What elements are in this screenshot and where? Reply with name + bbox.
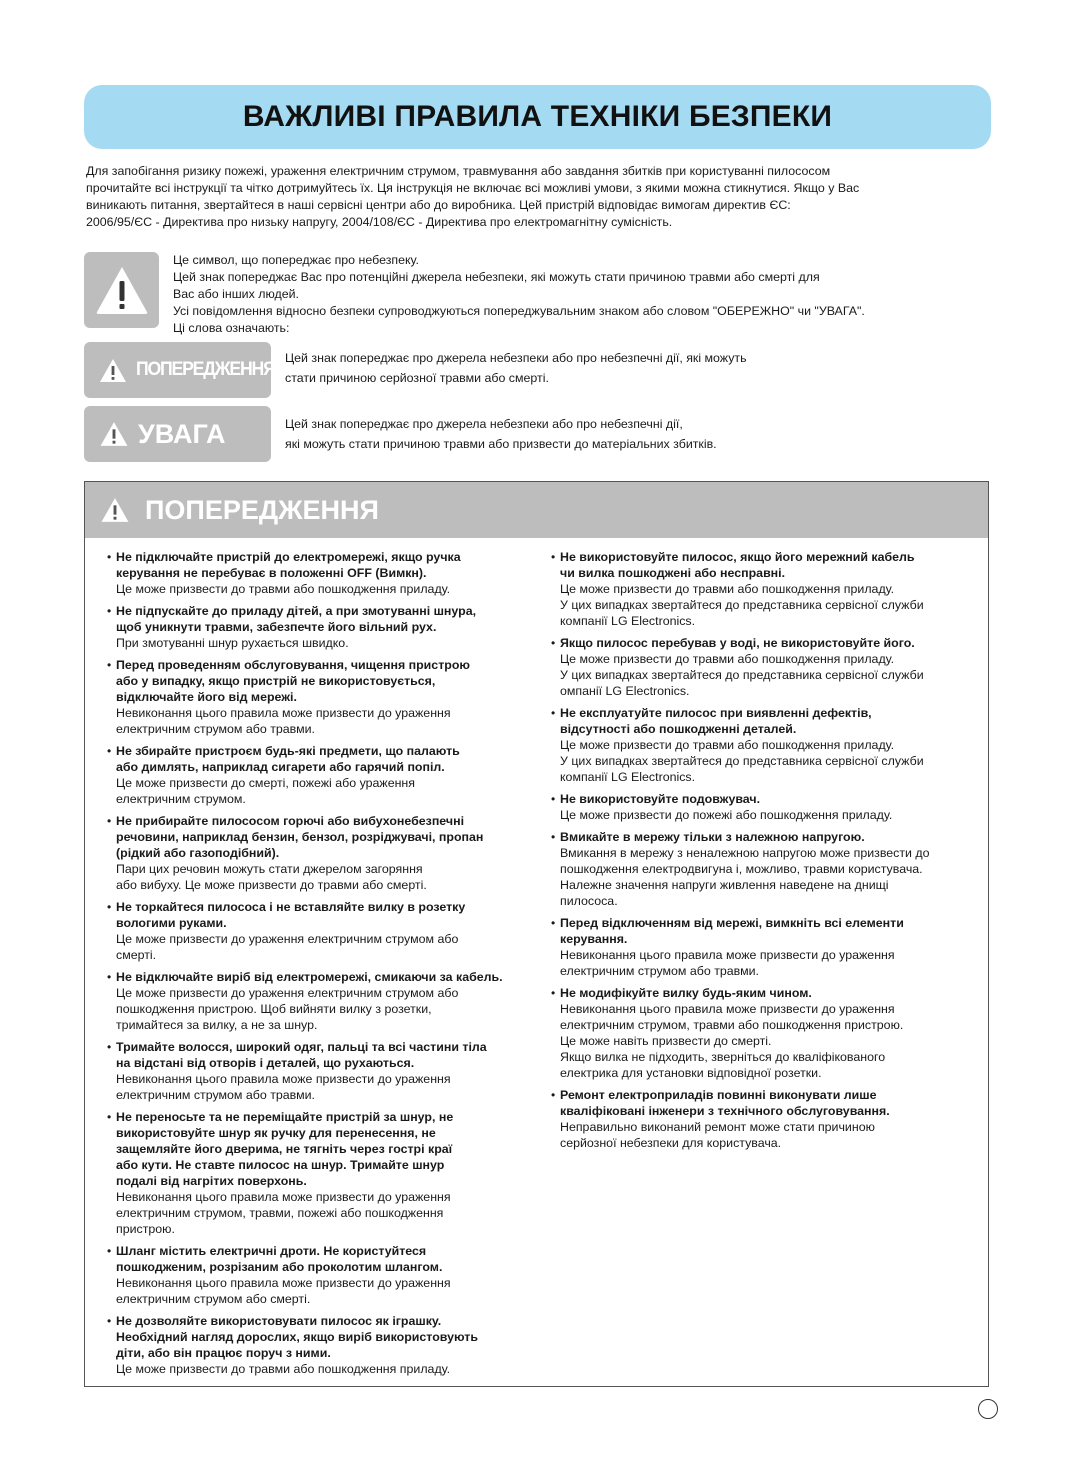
title-banner bbox=[84, 85, 991, 149]
badge-text-line: Цей знак попереджає про джерела небезпеки або про небезпечні дії, bbox=[285, 417, 683, 431]
symbol-line: Це символ, що попереджає про небезпеку. bbox=[173, 253, 419, 267]
body-line: електричним струмом або травми. bbox=[116, 1088, 315, 1102]
bullet-icon: • bbox=[107, 970, 112, 984]
warning-item bbox=[107, 899, 547, 963]
body-line: пошкодження пристрою. Щоб вийняти вилку з розетки, bbox=[116, 1002, 432, 1016]
heading-line: Перед відключенням від мережі, вимкніть всі елементи bbox=[560, 916, 904, 930]
bullet-icon: • bbox=[107, 658, 112, 672]
warning-item-body bbox=[116, 1361, 547, 1377]
body-line: У цих випадках звертайтеся до представника сервісної служби bbox=[560, 598, 924, 612]
warning-item-body bbox=[116, 931, 547, 963]
body-line: пилососа. bbox=[560, 894, 618, 908]
heading-line: Шланг містить електричні дроти. Не користуйтеся bbox=[116, 1244, 427, 1258]
heading-line: щоб уникнути травми, забезпечте його вільний рух. bbox=[116, 620, 437, 634]
badge-text-line: які можуть стати причиною травми або призвести до матеріальних збитків. bbox=[285, 437, 717, 451]
warning-column-left bbox=[107, 549, 547, 1383]
body-line: Це може призвести до ураження електричним струмом або bbox=[116, 932, 459, 946]
warning-item bbox=[551, 1087, 981, 1151]
page-number-circle bbox=[978, 1399, 998, 1419]
warning-item-body bbox=[116, 861, 547, 893]
warning-item bbox=[107, 743, 547, 807]
body-line: тримайтеся за вилку, а не за шнур. bbox=[116, 1018, 318, 1032]
warning-triangle-icon bbox=[99, 496, 131, 524]
body-line: При змотуванні шнур рухається швидко. bbox=[116, 636, 349, 650]
warning-item-heading bbox=[560, 635, 981, 651]
body-line: компанії LG Electronics. bbox=[560, 770, 696, 784]
warning-item-body bbox=[560, 947, 981, 979]
body-line: Це може призвести до травми або пошкодження приладу. bbox=[560, 582, 895, 596]
warning-item-body bbox=[116, 985, 547, 1033]
page-title: ВАЖЛИВІ ПРАВИЛА ТЕХНІКИ БЕЗПЕКИ bbox=[242, 100, 833, 133]
bullet-icon: • bbox=[107, 1244, 112, 1258]
bullet-icon: • bbox=[107, 744, 112, 758]
body-line: Якщо вилка не підходить, зверніться до кваліфікованого bbox=[560, 1050, 886, 1064]
heading-line: Якщо пилосос перебував у воді, не використовуйте його. bbox=[560, 636, 915, 650]
heading-line: Не торкайтеся пилососа і не вставляйте вилку в розетку bbox=[116, 900, 466, 914]
symbol-line: Цей знак попереджає Вас про потенційні джерела небезпеки, які можуть стати причиною травми або смерті для bbox=[173, 270, 820, 284]
body-line: електрика для установки відповідної розетки. bbox=[560, 1066, 822, 1080]
warning-item bbox=[107, 1109, 547, 1237]
heading-line: Не прибирайте пилососом горючі або вибухонебезпечні bbox=[116, 814, 465, 828]
body-line: Невиконання цього правила може призвести до ураження bbox=[116, 706, 451, 720]
body-line: У цих випадках звертайтеся до представника сервісної служби bbox=[560, 754, 924, 768]
heading-line: вологими руками. bbox=[116, 916, 227, 930]
warning-item-heading bbox=[116, 1109, 547, 1189]
intro-line: Для запобігання ризику пожежі, ураження електричним струмом, травмування або завдання збитків при користуванні пилососом bbox=[86, 164, 831, 178]
warning-item bbox=[551, 549, 981, 629]
heading-line: Не відключайте виріб від електромережі, смикаючи за кабель. bbox=[116, 970, 503, 984]
body-line: Це може навіть призвести до смерті. bbox=[560, 1034, 772, 1048]
heading-line: відсутності або пошкодженні деталей. bbox=[560, 722, 797, 736]
heading-line: Не підключайте пристрій до електромережі, якщо ручка bbox=[116, 550, 461, 564]
hazard-symbol-box bbox=[84, 252, 159, 328]
heading-line: речовини, наприклад бензин, бензол, розріджувачі, пропан bbox=[116, 830, 484, 844]
warning-item-body bbox=[116, 705, 547, 737]
badge-text-line: Цей знак попереджає про джерела небезпеки або про небезпечні дії, які можуть bbox=[285, 351, 747, 365]
warning-item-body bbox=[560, 581, 981, 629]
warning-panel-header bbox=[85, 482, 988, 538]
body-line: Це може призвести до смерті, пожежі або ураження bbox=[116, 776, 415, 790]
bullet-icon: • bbox=[551, 986, 556, 1000]
warning-item bbox=[551, 635, 981, 699]
body-line: компанії LG Electronics. bbox=[560, 614, 696, 628]
warning-item-body bbox=[116, 775, 547, 807]
caution-badge-text bbox=[285, 414, 717, 454]
warning-item-body bbox=[560, 807, 981, 823]
heading-line: пошкодженим, розрізаним або проколотим шлангом. bbox=[116, 1260, 443, 1274]
body-line: пристрою. bbox=[116, 1222, 175, 1236]
warning-item bbox=[551, 915, 981, 979]
body-line: Це може призвести до травми або пошкодження приладу. bbox=[560, 652, 895, 666]
body-line: Це може призвести до ураження електричним струмом або bbox=[116, 986, 459, 1000]
warning-item-heading bbox=[560, 985, 981, 1001]
intro-line: виникають питання, звертайтеся в наші сервісні центри або до виробника. Цей пристрій відповідає вимогам директив ЄС: bbox=[86, 198, 791, 212]
heading-line: чи вилка пошкоджені або несправні. bbox=[560, 566, 786, 580]
body-line: Це може призвести до травми або пошкодження приладу. bbox=[116, 582, 451, 596]
bullet-icon: • bbox=[551, 706, 556, 720]
bullet-icon: • bbox=[551, 916, 556, 930]
heading-line: Не експлуатуйте пилосос при виявленні дефектів, bbox=[560, 706, 872, 720]
warning-panel-title: ПОПЕРЕДЖЕННЯ bbox=[145, 494, 379, 525]
warning-item-heading bbox=[560, 705, 981, 737]
warning-item bbox=[107, 603, 547, 651]
heading-line: (рідкий або газоподібний). bbox=[116, 846, 280, 860]
body-line: Це може призвести до пожежі або пошкодження приладу. bbox=[560, 808, 893, 822]
body-line: серйозної небезпеки для користувача. bbox=[560, 1136, 782, 1150]
caution-badge bbox=[84, 406, 271, 462]
body-line: Вмикання в мережу з неналежною напругою може призвести до bbox=[560, 846, 930, 860]
heading-line: Не дозволяйте використовувати пилосос як іграшку. bbox=[116, 1314, 442, 1328]
warning-item-heading bbox=[116, 1243, 547, 1275]
warning-badge-text bbox=[285, 348, 747, 388]
warning-item-heading bbox=[116, 813, 547, 861]
heading-line: Ремонт електроприладів повинні виконувати лише bbox=[560, 1088, 877, 1102]
bullet-icon: • bbox=[551, 830, 556, 844]
body-line: Невиконання цього правила може призвести до ураження bbox=[116, 1276, 451, 1290]
warning-item-heading bbox=[560, 549, 981, 581]
heading-line: керування. bbox=[560, 932, 628, 946]
warning-item bbox=[107, 1313, 547, 1377]
warning-item bbox=[107, 969, 547, 1033]
bullet-icon: • bbox=[107, 1040, 112, 1054]
symbol-line: Вас або інших людей. bbox=[173, 287, 299, 301]
body-line: пошкодження електродвигуна і, можливо, травми користувача. bbox=[560, 862, 923, 876]
body-line: Пари цих речовин можуть стати джерелом загоряння bbox=[116, 862, 423, 876]
warning-triangle-icon bbox=[98, 420, 130, 448]
bullet-icon: • bbox=[551, 1088, 556, 1102]
warning-triangle-icon bbox=[98, 357, 128, 384]
body-line: або вибуху. Це може призвести до травми або смерті. bbox=[116, 878, 427, 892]
heading-line: Не переносьте та не переміщайте пристрій за шнур, не bbox=[116, 1110, 454, 1124]
body-line: Це може призвести до травми або пошкодження приладу. bbox=[560, 738, 895, 752]
warning-item bbox=[107, 549, 547, 597]
warning-item-body bbox=[116, 1275, 547, 1307]
warning-item-body bbox=[560, 1001, 981, 1081]
heading-line: керування не перебуває в положенні OFF (Вимкн). bbox=[116, 566, 427, 580]
heading-line: кваліфіковані інженери з технічного обслуговування. bbox=[560, 1104, 890, 1118]
heading-line: Необхідний нагляд дорослих, якщо виріб використовують bbox=[116, 1330, 478, 1344]
warning-item-body bbox=[116, 1071, 547, 1103]
heading-line: Не підпускайте до приладу дітей, а при змотуванні шнура, bbox=[116, 604, 477, 618]
heading-line: Не використовуйте пилосос, якщо його мережний кабель bbox=[560, 550, 915, 564]
warning-badge-label: ПОПЕРЕДЖЕННЯ bbox=[136, 359, 275, 380]
intro-paragraph bbox=[86, 163, 986, 231]
warning-item bbox=[551, 791, 981, 823]
heading-line: або у випадку, якщо пристрій не використовується, bbox=[116, 674, 436, 688]
heading-line: Вмикайте в мережу тільки з належною напругою. bbox=[560, 830, 865, 844]
warning-item-heading bbox=[116, 657, 547, 705]
warning-item bbox=[551, 985, 981, 1081]
symbol-line: Усі повідомлення відносно безпеки супроводжуються попереджувальним знаком або словом "ОБЕРЕЖНО" чи "УВАГА". bbox=[173, 304, 865, 318]
heading-line: відключайте його від мережі. bbox=[116, 690, 297, 704]
body-line: Неправильно виконаний ремонт може стати причиною bbox=[560, 1120, 875, 1134]
body-line: Належне значення напруги живлення наведене на днищі bbox=[560, 878, 889, 892]
body-line: електричним струмом, травми або пошкодження пристрою. bbox=[560, 1018, 904, 1032]
heading-line: защемляйте його дверима, не тягніть через гострі краї bbox=[116, 1142, 453, 1156]
bullet-icon: • bbox=[551, 550, 556, 564]
heading-line: подалі від нагрітих поверхонь. bbox=[116, 1174, 307, 1188]
warning-badge bbox=[84, 342, 275, 398]
heading-line: Не використовуйте подовжувач. bbox=[560, 792, 761, 806]
heading-line: або димлять, наприклад сигарети або гарячий попіл. bbox=[116, 760, 445, 774]
warning-item bbox=[107, 657, 547, 737]
intro-line: 2006/95/ЄС - Директива про низьку напругу, 2004/108/ЄС - Директива про електромагнітну сумісність. bbox=[86, 215, 673, 229]
body-line: Невиконання цього правила може призвести до ураження bbox=[116, 1190, 451, 1204]
heading-line: Не модифікуйте вилку будь-яким чином. bbox=[560, 986, 812, 1000]
warning-item-heading bbox=[116, 899, 547, 931]
symbol-line: Ці слова означають: bbox=[173, 321, 290, 335]
warning-item-heading bbox=[560, 829, 981, 845]
warning-item-heading bbox=[116, 1039, 547, 1071]
bullet-icon: • bbox=[107, 550, 112, 564]
warning-item-body bbox=[116, 1189, 547, 1237]
heading-line: Не збирайте пристроєм будь-які предмети, що палають bbox=[116, 744, 460, 758]
badge-text-line: стати причиною серйозної травми або смерті. bbox=[285, 371, 549, 385]
warning-item-body bbox=[116, 581, 547, 597]
bullet-icon: • bbox=[107, 1314, 112, 1328]
body-line: У цих випадках звертайтеся до представника сервісної служби bbox=[560, 668, 924, 682]
heading-line: Перед проведенням обслуговування, чищення пристрою bbox=[116, 658, 470, 672]
body-line: електричним струмом або травми. bbox=[560, 964, 759, 978]
warning-item bbox=[107, 1243, 547, 1307]
body-line: електричним струмом або травми. bbox=[116, 722, 315, 736]
warning-item-heading bbox=[116, 1313, 547, 1361]
warning-item bbox=[107, 1039, 547, 1103]
heading-line: Тримайте волосся, широкий одяг, пальці та всі частини тіла bbox=[116, 1040, 487, 1054]
warning-item bbox=[551, 705, 981, 785]
body-line: смерті. bbox=[116, 948, 157, 962]
warning-item-heading bbox=[560, 915, 981, 947]
heading-line: або кути. Не ставте пилосос на шнур. Тримайте шнур bbox=[116, 1158, 445, 1172]
warning-item-body bbox=[560, 737, 981, 785]
body-line: Невиконання цього правила може призвести до ураження bbox=[560, 948, 895, 962]
heading-line: на відстані від отворів і деталей, що рухаються. bbox=[116, 1056, 415, 1070]
warning-item-body bbox=[116, 635, 547, 651]
warning-item-heading bbox=[116, 743, 547, 775]
heading-line: використовуйте шнур як ручку для перенесення, не bbox=[116, 1126, 436, 1140]
bullet-icon: • bbox=[107, 900, 112, 914]
bullet-icon: • bbox=[551, 792, 556, 806]
body-line: Це може призвести до травми або пошкодження приладу. bbox=[116, 1362, 451, 1376]
warning-item-heading bbox=[560, 1087, 981, 1119]
body-line: електричним струмом, травми, пожежі або пошкодження bbox=[116, 1206, 444, 1220]
heading-line: діти, або він працює поруч з ними. bbox=[116, 1346, 331, 1360]
warning-item bbox=[107, 813, 547, 893]
bullet-icon: • bbox=[551, 636, 556, 650]
bullet-icon: • bbox=[107, 814, 112, 828]
warning-item-body bbox=[560, 651, 981, 699]
warning-column-right bbox=[551, 549, 981, 1157]
body-line: електричним струмом. bbox=[116, 792, 246, 806]
warning-item-heading bbox=[116, 549, 547, 581]
warning-item-heading bbox=[116, 969, 547, 985]
body-line: омпанії LG Electronics. bbox=[560, 684, 690, 698]
warning-item-body bbox=[560, 1119, 981, 1151]
body-line: електричним струмом або смерті. bbox=[116, 1292, 311, 1306]
warning-triangle-icon bbox=[94, 264, 150, 316]
body-line: Невиконання цього правила може призвести до ураження bbox=[116, 1072, 451, 1086]
warning-panel bbox=[84, 481, 989, 1387]
warning-item-heading bbox=[116, 603, 547, 635]
bullet-icon: • bbox=[107, 604, 112, 618]
body-line: Невиконання цього правила може призвести до ураження bbox=[560, 1002, 895, 1016]
warning-item-heading bbox=[560, 791, 981, 807]
warning-item-body bbox=[560, 845, 981, 909]
bullet-icon: • bbox=[107, 1110, 112, 1124]
symbol-description bbox=[173, 252, 973, 337]
intro-line: прочитайте всі інструкції та чітко дотримуйтесь їх. Ця інструкція не включає всі можливі умови, з якими можна стикнутися. Якщо у Вас bbox=[86, 181, 860, 195]
caution-badge-label: УВАГА bbox=[138, 418, 226, 449]
warning-item bbox=[551, 829, 981, 909]
